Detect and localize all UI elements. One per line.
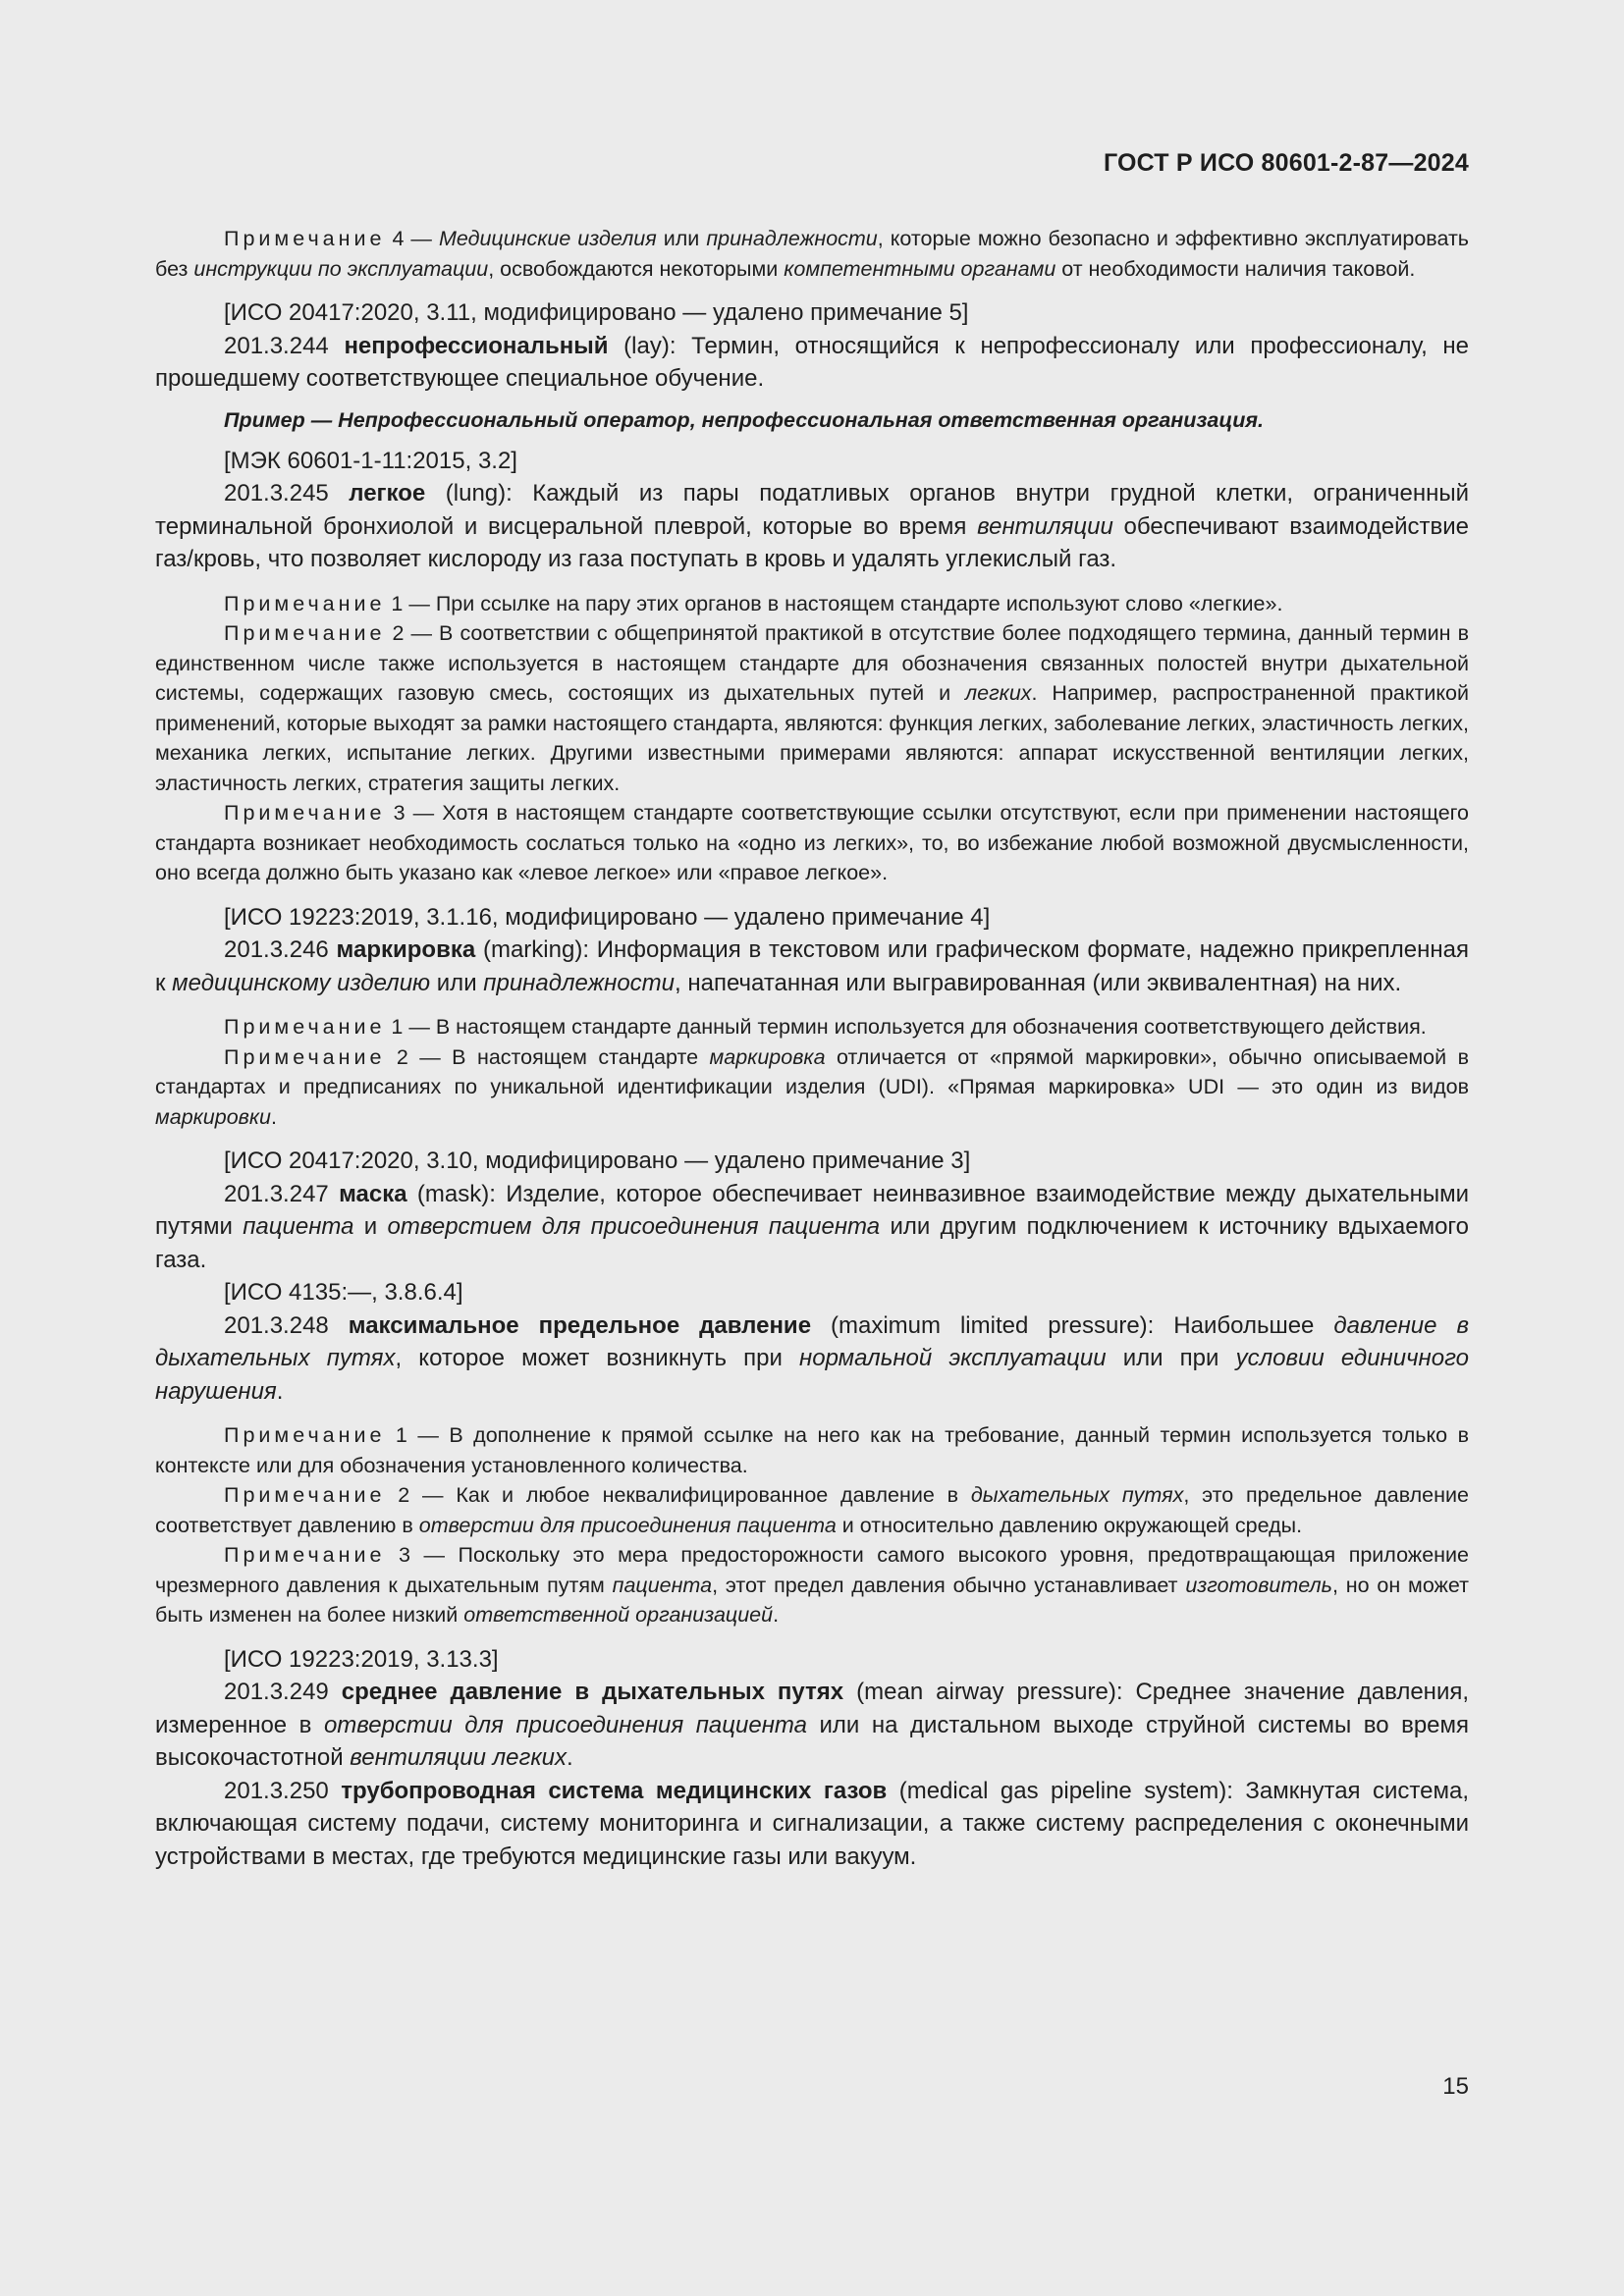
text-run: , которое может возникнуть при <box>395 1345 800 1371</box>
term-italic: легких <box>965 681 1032 705</box>
note-label: Примечание <box>224 1483 386 1507</box>
text-run: , которые можно безопасно и эффективно эксплуатировать без <box>155 227 1469 281</box>
text-run: 201.3.245 <box>224 480 350 507</box>
note-paragraph <box>155 1480 1469 1540</box>
note-label: Примечание <box>224 1423 386 1447</box>
text-run: 4 — <box>385 227 439 250</box>
body-paragraph <box>155 901 1469 934</box>
text-run: [ИСО 19223:2019, 3.13.3] <box>224 1645 499 1673</box>
term-italic: давление в дыхательных путях <box>155 1311 1469 1371</box>
term-italic: изготовитель <box>1185 1573 1332 1597</box>
text-run: . <box>276 1377 284 1405</box>
text-run: 201.3.248 <box>224 1311 349 1339</box>
spacer <box>155 284 1469 296</box>
example-paragraph <box>155 405 1469 435</box>
text-run: . <box>567 1744 573 1771</box>
text-run: или на дистальном выходе струйной системы во время высокочастотной <box>155 1711 1470 1771</box>
note-label: Примечание <box>224 1543 386 1567</box>
note-paragraph <box>155 1042 1469 1133</box>
spacer <box>155 576 1469 589</box>
spacer <box>155 888 1469 901</box>
text-run: 2 — В соответствии с общепринятой практикой в отсутствие более подходящего термина, данный термин в единственном числе также используется в настоящем стандарте для обозначения связанных полостей внутри дыхательной системы, содержащих газовую смесь, состоящих из дыхательных путей и <box>155 621 1469 705</box>
text-run: 3 — Хотя в настоящем стандарте соответствующие ссылки отсутствуют, если при применении настоящего стандарта возникает необходимость сослаться только на «одно из легких», то, во избежание любой возможной двусмысленности, оно всегда должно быть указано как «левое легкое» или «правое легкое». <box>155 801 1469 884</box>
term-italic: дыхательных путях <box>970 1483 1184 1507</box>
body-paragraph <box>155 1178 1469 1277</box>
term-italic: отверстии для присоединения пациента <box>323 1711 807 1738</box>
text-run: (mean airway pressure): Среднее значение давления, измеренное в <box>155 1679 1470 1738</box>
term-italic: условии единичного нарушения <box>155 1345 1469 1405</box>
term-italic: принадлежности <box>483 969 676 996</box>
note-label: Примечание <box>224 801 386 825</box>
text-run: . <box>773 1603 780 1627</box>
text-run: обеспечивают взаимодействие газ/кровь, что позволяет кислороду из газа поступать в кровь и удалять углекислый газ. <box>155 512 1470 572</box>
text-run: [ИСО 4135:—, 3.8.6.4] <box>224 1279 463 1306</box>
term-italic: пациента <box>612 1573 713 1597</box>
text-run: 201.3.247 <box>224 1180 340 1207</box>
text-run: (medical gas pipeline system): Замкнутая система, включающая систему подачи, систему мониторинга и сигнализации, а также систему распределения с оконечными устройствами в местах, где требуются медицинские газы или вакуум. <box>155 1777 1470 1870</box>
spacer <box>155 1630 1469 1643</box>
note-label: Примечание <box>224 1044 386 1069</box>
text-run: (maximum limited pressure): Наибольшее <box>811 1311 1334 1339</box>
text-run: , напечатанная или выгравированная (или эквивалентная) на них. <box>675 969 1402 996</box>
note-paragraph <box>155 618 1469 798</box>
body-paragraph <box>155 1643 1469 1677</box>
term-italic: принадлежности <box>706 227 878 250</box>
text-run: (mask): Изделие, которое обеспечивает неинвазивное взаимодействие между дыхательными путями <box>155 1180 1470 1240</box>
term-bold: трубопроводная система медицинских газов <box>341 1777 888 1804</box>
term-bold: маска <box>339 1180 407 1207</box>
text-run: 1 — При ссылке на пару этих органов в настоящем стандарте используют слово «легкие». <box>385 591 1283 615</box>
text-run: . Например, распространенной практикой применений, которые выходят за рамки настоящего стандарта, являются: функция легких, заболевание легких, эластичность легких, механика легких, испытание легких. Другими известными примерами являются: аппарат искусственной вентиляции легких, эластичность легких, стратегия защиты легких. <box>155 681 1469 795</box>
body-paragraph <box>155 1309 1469 1409</box>
text-run: (lay): Термин, относящийся к непрофессионалу или профессионалу, не прошедшему соответствующее специальное обучение. <box>155 332 1469 392</box>
text-run: или <box>656 227 707 250</box>
text-run: , освобождаются некоторыми <box>488 256 785 281</box>
term-italic: маркировки <box>155 1104 272 1129</box>
term-italic: маркировка <box>709 1044 826 1069</box>
body-paragraph <box>155 445 1469 478</box>
term-italic: ответственной организацией <box>463 1603 774 1627</box>
text-run: 201.3.244 <box>224 332 345 359</box>
note-label: Примечание <box>224 227 386 250</box>
text-run: 3 — Поскольку это мера предосторожности самого высокого уровня, предотвращающая приложение чрезмерного давления к дыхательным путям <box>155 1543 1469 1597</box>
text-run: , этот предел давления обычно устанавливает <box>712 1573 1186 1597</box>
body-paragraph <box>155 934 1469 999</box>
body-paragraph <box>155 330 1469 396</box>
text-run: от необходимости наличия таковой. <box>1056 256 1416 281</box>
term-italic: отверстием для присоединения пациента <box>387 1213 881 1240</box>
note-paragraph <box>155 798 1469 888</box>
term-italic: нормальной эксплуатации <box>799 1345 1107 1371</box>
text-run: 201.3.246 <box>224 936 337 963</box>
text-run: 201.3.249 <box>224 1679 342 1705</box>
term-italic: пациента <box>243 1213 354 1240</box>
note-label: Примечание <box>224 591 386 615</box>
text-run: 1 — В дополнение к прямой ссылке на него как на требование, данный термин используется только в контексте или для обозначения установленного количества. <box>155 1423 1469 1477</box>
text-run: , но он может быть изменен на более низкий <box>155 1573 1470 1627</box>
text-run: . <box>271 1104 277 1129</box>
text-run: 1 — В настоящем стандарте данный термин используется для обозначения соответствующего действия. <box>385 1015 1427 1039</box>
term-italic: компетентными органами <box>784 256 1056 281</box>
note-paragraph <box>155 1420 1469 1480</box>
term-italic: вентиляции <box>977 512 1113 540</box>
spacer <box>155 396 1469 405</box>
text-run: 201.3.250 <box>224 1777 342 1804</box>
text-run: или при <box>1106 1345 1236 1371</box>
term-italic: инструкции по эксплуатации <box>193 256 489 281</box>
note-label: Примечание <box>224 1015 386 1039</box>
term-italic: Медицинские изделия <box>438 227 657 250</box>
note-paragraph <box>155 1012 1469 1042</box>
term-italic: вентиляции легких <box>350 1744 568 1771</box>
note-paragraph <box>155 224 1469 284</box>
term-italic: отверстии для присоединения пациента <box>418 1513 837 1537</box>
term-bold: максимальное предельное давление <box>348 1311 812 1339</box>
note-paragraph <box>155 589 1469 619</box>
term-bold: непрофессиональный <box>344 332 609 359</box>
spacer <box>155 1132 1469 1145</box>
body-paragraph <box>155 1676 1469 1775</box>
note-label: Примечание <box>224 621 386 645</box>
spacer <box>155 1408 1469 1420</box>
body-paragraph <box>155 477 1469 576</box>
text-run: [МЭК 60601-1-11:2015, 3.2] <box>224 447 517 474</box>
document-body <box>155 224 1469 1873</box>
body-paragraph <box>155 296 1469 330</box>
text-run: 2 — В настоящем стандарте <box>385 1044 710 1069</box>
spacer <box>155 435 1469 445</box>
body-paragraph <box>155 1775 1469 1874</box>
body-paragraph <box>155 1145 1469 1178</box>
text-run: и относительно давлению окружающей среды. <box>836 1513 1303 1537</box>
text-run: [ИСО 20417:2020, 3.10, модифицировано — удалено примечание 3] <box>224 1148 971 1174</box>
document-code-header: ГОСТ Р ИСО 80601-2-87—2024 <box>1103 149 1469 177</box>
text-run: или <box>430 969 484 996</box>
text-run: Пример — Непрофессиональный оператор, непрофессиональная ответственная организация. <box>224 407 1264 432</box>
term-bold: маркировка <box>336 936 476 963</box>
text-run: [ИСО 20417:2020, 3.11, модифицировано — удалено примечание 5] <box>224 299 969 326</box>
page-number: 15 <box>1442 2073 1469 2100</box>
text-run: отличается от «прямой маркировки», обычно описываемой в стандартах и предписаниях по уникальной идентификации изделия (UDI). «Прямая маркировка» UDI — это один из видов <box>155 1044 1469 1098</box>
term-bold: среднее давление в дыхательных путях <box>341 1679 844 1705</box>
text-run: , это предельное давление соответствует давлению в <box>155 1483 1469 1537</box>
text-run: [ИСО 19223:2019, 3.1.16, модифицировано — удалено примечание 4] <box>224 903 991 931</box>
term-bold: легкое <box>349 480 426 507</box>
note-paragraph <box>155 1540 1469 1630</box>
text-run: (lung): Каждый из пары податливых органов внутри грудной клетки, ограниченный терминальной бронхиолой и висцеральной плеврой, которые во время <box>155 480 1470 540</box>
text-run: 2 — Как и любое неквалифицированное давление в <box>385 1483 971 1507</box>
text-run: и <box>353 1213 388 1240</box>
text-run: (marking): Информация в текстовом или графическом формате, надежно прикрепленная к <box>155 936 1469 996</box>
term-italic: медицинскому изделию <box>172 969 431 996</box>
body-paragraph <box>155 1276 1469 1309</box>
text-run: или другим подключением к источнику вдыхаемого газа. <box>155 1213 1469 1273</box>
spacer <box>155 999 1469 1012</box>
